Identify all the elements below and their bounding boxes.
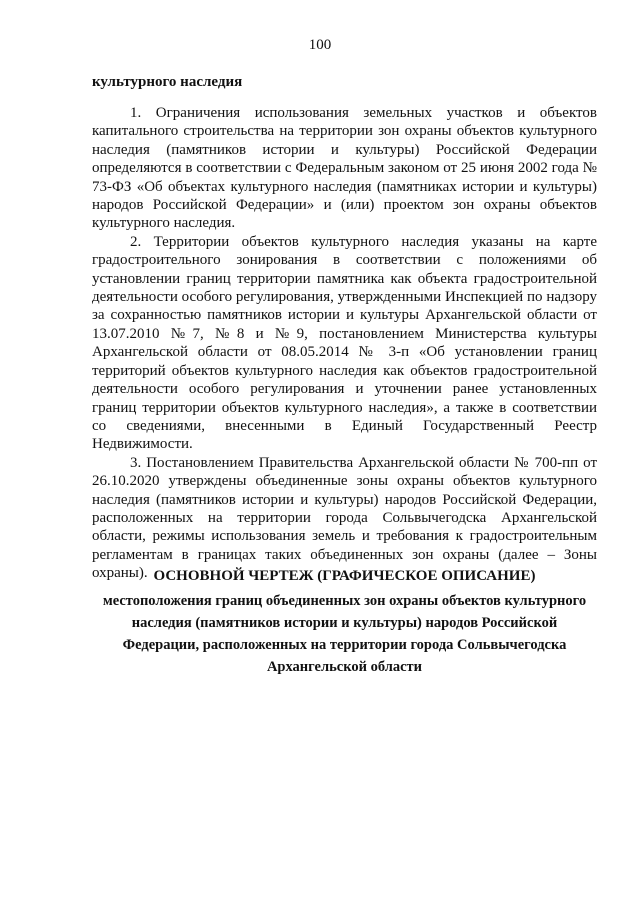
- drawing-subtitle: местоположения границ объединенных зон охраны объектов культурного наследия (памятников истории и культуры) народов Российской Федерации, расположенных на территории города Сольвычегодска Архангельской области: [102, 593, 587, 675]
- drawing-title: ОСНОВНОЙ ЧЕРТЕЖ (ГРАФИЧЕСКОЕ ОПИСАНИЕ): [153, 568, 536, 584]
- paragraph-2: 2. Территории объектов культурного наследия указаны на карте градостроительного зонирования в соответствии с положениями об установлении границ территории памятника как объекта градостроительной деятельности особого регулирования, утвержденными Инспекцией по надзору за сохранностью памятников истории и культуры Архангельской области от 13.07.2010 №7, №8 и №9, постановлением Министерства культуры Архангельской области от 08.05.2014 № 3-п «Об установлении границ территорий объектов культурного наследия как объектов градостроительной деятельности особого регулирования и уточнении ранее установленных границ территории объектов культурного наследия», а также в соответствии со сведениями, внесенными в Единый Государственный Реестр Недвижимости.: [92, 233, 597, 453]
- section-heading: культурного наследия: [92, 74, 243, 90]
- drawing-title-block: [92, 566, 597, 678]
- body-text: [92, 104, 597, 583]
- paragraph-3: 3. Постановлением Правительства Архангельской области № 700-пп от 26.10.2020 утверждены объединенные зоны охраны объектов культурного наследия (памятников истории и культуры) народов Российской Федерации, расположенных на территории города Сольвычегодска Архангельской области, режимы использования земель и требования к градостроительным регламентам в границах таких объединенных зон охраны (далее – Зоны охраны).: [92, 454, 597, 582]
- page-number: 100: [308, 37, 332, 53]
- paragraph-1: 1. Ограничения использования земельных участков и объектов капитального строительства на территории зон охраны объектов культурного наследия (памятников истории и культуры) Российской Федерации определяются в соответствии с Федеральным законом от 25 июня 2002 года № 73-ФЗ «Об объектах культурного наследия (памятниках истории и культуры) народов Российской Федерации» и (или) проектом зон охраны объектов культурного наследия.: [92, 105, 597, 232]
